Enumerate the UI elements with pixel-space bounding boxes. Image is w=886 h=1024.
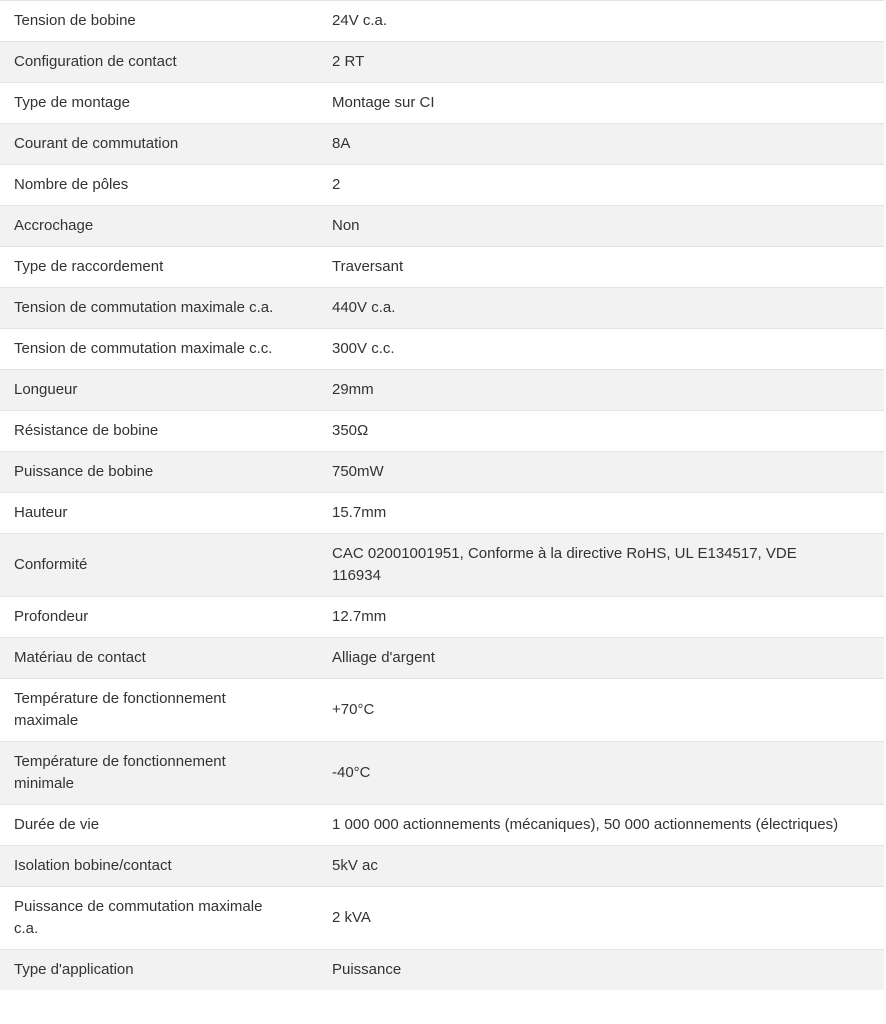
spec-attribute-value: +70°C — [332, 701, 375, 718]
spec-attribute-label: Conformité — [14, 556, 88, 573]
spec-attribute-value: 2 — [332, 176, 341, 193]
spec-attribute-value: 350Ω — [332, 422, 369, 439]
spec-attribute-value: 15.7mm — [332, 504, 387, 521]
table-row — [0, 369, 884, 410]
table-row — [0, 637, 884, 678]
table-row — [0, 492, 884, 533]
spec-attribute-label: Durée de vie — [14, 816, 100, 833]
table-row — [0, 596, 884, 637]
spec-attribute-value: 300V c.c. — [332, 340, 395, 357]
table-row — [0, 949, 884, 990]
spec-attribute-value: 1 000 000 actionnements (mécaniques), 50 000 actionnements (électriques) — [332, 816, 839, 833]
table-row — [0, 678, 884, 741]
table-row — [0, 41, 884, 82]
table-row — [0, 886, 884, 949]
table-row — [0, 328, 884, 369]
spec-attribute-value: 2 RT — [332, 53, 365, 70]
table-row — [0, 741, 884, 804]
spec-attribute-label: Configuration de contact — [14, 53, 177, 70]
table-row — [0, 123, 884, 164]
spec-attribute-label: Accrochage — [14, 217, 94, 234]
spec-attribute-value: 5kV ac — [332, 857, 378, 874]
spec-attribute-value: 8A — [332, 135, 351, 152]
spec-attribute-label: Longueur — [14, 381, 78, 398]
spec-attribute-value: 29mm — [332, 381, 374, 398]
spec-attribute-label: Profondeur — [14, 608, 89, 625]
spec-attribute-value: CAC 02001001951, Conforme à la directive RoHS, UL E134517, VDE 116934 — [332, 545, 797, 584]
spec-attribute-label: Puissance de commutation maximale c.a. — [14, 898, 263, 937]
spec-attribute-value: Non — [332, 217, 360, 234]
table-row — [0, 845, 884, 886]
spec-attribute-label: Isolation bobine/contact — [14, 857, 172, 874]
spec-attribute-label: Température de fonctionnement maximale — [14, 690, 226, 729]
spec-attribute-label: Matériau de contact — [14, 649, 146, 666]
table-row — [0, 804, 884, 845]
spec-attribute-label: Type de montage — [14, 94, 130, 111]
spec-attribute-value: 750mW — [332, 463, 384, 480]
spec-attribute-value: Montage sur CI — [332, 94, 435, 111]
spec-attribute-value: -40°C — [332, 764, 371, 781]
spec-attribute-label: Tension de commutation maximale c.c. — [14, 340, 273, 357]
table-row — [0, 205, 884, 246]
spec-attribute-label: Résistance de bobine — [14, 422, 159, 439]
table-row — [0, 287, 884, 328]
spec-attribute-value: Traversant — [332, 258, 404, 275]
spec-attribute-value: 12.7mm — [332, 608, 387, 625]
spec-attribute-label: Type de raccordement — [14, 258, 164, 275]
spec-attribute-label: Courant de commutation — [14, 135, 179, 152]
table-row — [0, 164, 884, 205]
table-row — [0, 533, 884, 596]
spec-attribute-label: Tension de bobine — [14, 12, 136, 29]
table-row — [0, 0, 884, 41]
spec-attribute-label: Tension de commutation maximale c.a. — [14, 299, 274, 316]
spec-attribute-label: Température de fonctionnement minimale — [14, 753, 226, 792]
spec-attribute-value: 2 kVA — [332, 909, 371, 926]
spec-attribute-label: Nombre de pôles — [14, 176, 129, 193]
spec-attribute-value: Puissance — [332, 961, 402, 978]
table-row — [0, 410, 884, 451]
spec-attribute-label: Puissance de bobine — [14, 463, 154, 480]
spec-attribute-value: 440V c.a. — [332, 299, 396, 316]
table-row — [0, 246, 884, 287]
spec-attribute-label: Hauteur — [14, 504, 68, 521]
table-row — [0, 451, 884, 492]
spec-attribute-value: 24V c.a. — [332, 12, 388, 29]
spec-attribute-value: Alliage d'argent — [332, 649, 435, 666]
table-row — [0, 82, 884, 123]
spec-attribute-label: Type d'application — [14, 961, 134, 978]
